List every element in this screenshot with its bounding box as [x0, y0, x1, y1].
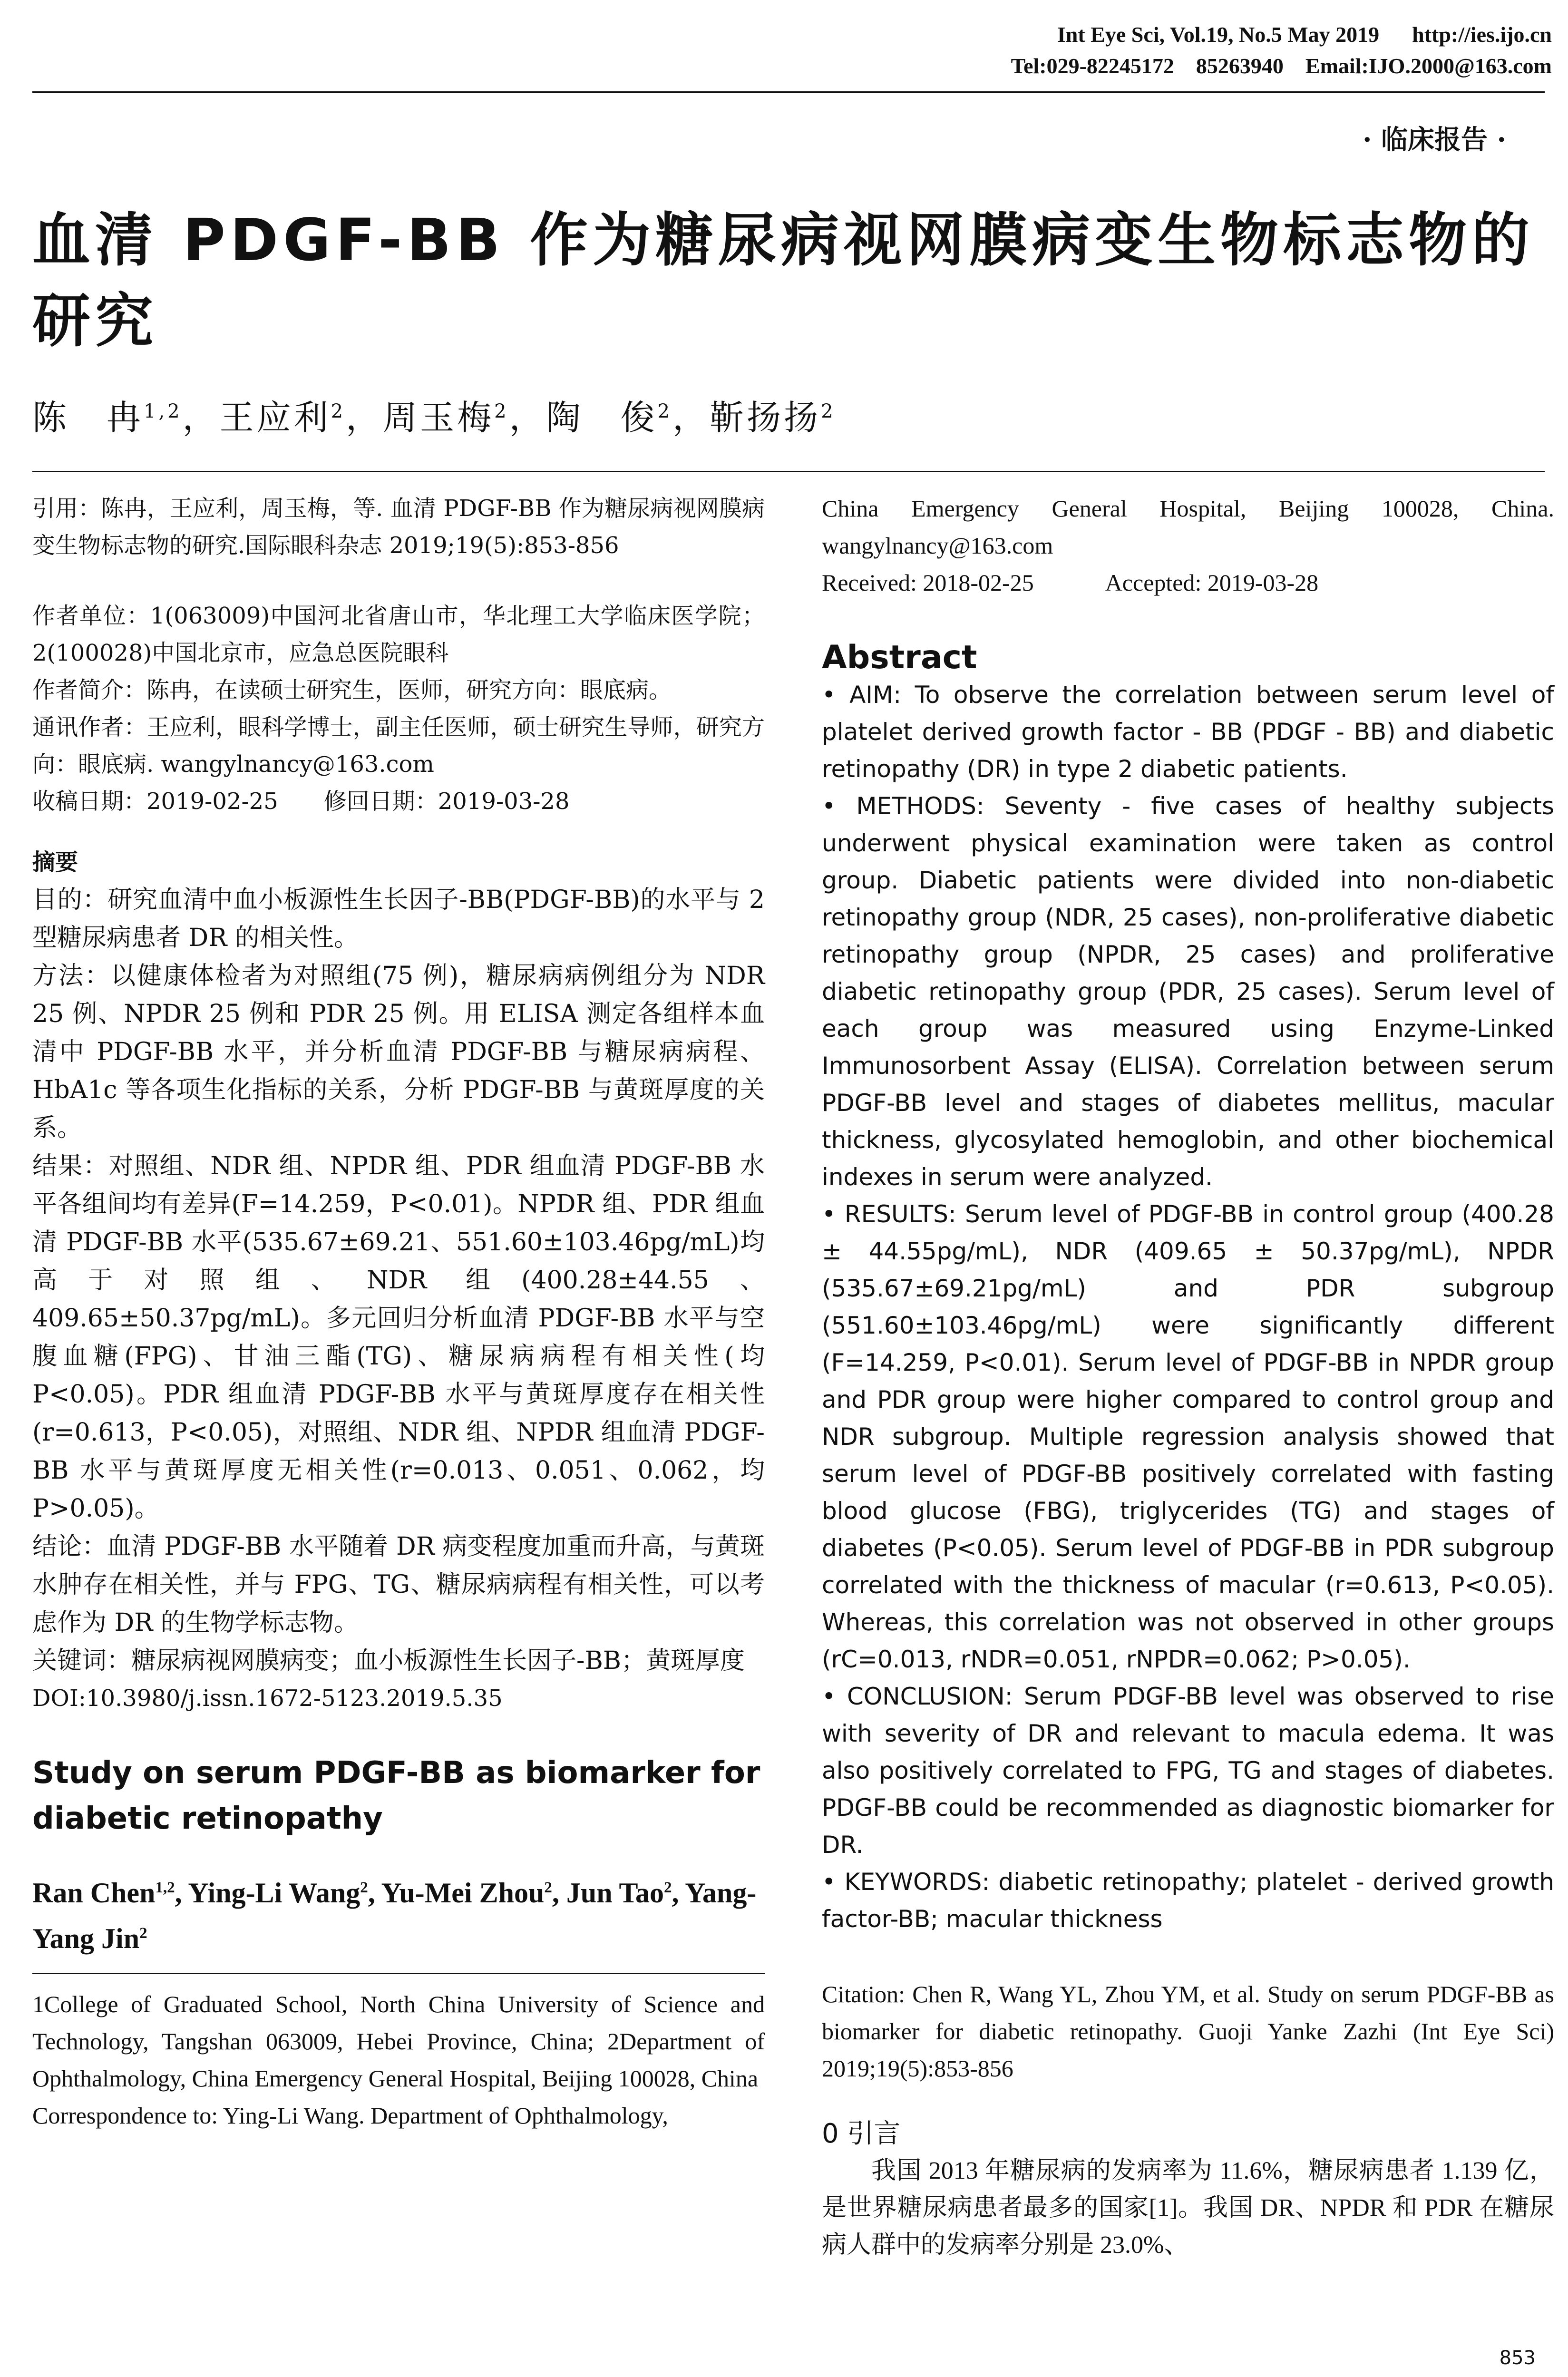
- abstract-aim-cn: 目的：研究血清中血小板源性生长因子-BB(PDGF-BB)的水平与 2 型糖尿病患者 DR 的相关性。: [32, 886, 765, 952]
- english-authors-rule: [32, 1961, 765, 1974]
- journal-header-line1: Int Eye Sci, Vol.19, No.5 May 2019 http://ies.ijo.cn: [1057, 22, 1552, 47]
- intro-text: 我国 2013 年糖尿病的发病率为 11.6%，糖尿病患者 1.139 亿，是世界糖尿病患者最多的国家[1]。我国 DR、NPDR 和 PDR 在糖尿病人群中的发病率分别是 23.0%、: [822, 2157, 1554, 2259]
- doi: DOI:10.3980/j.issn.1672-5123.2019.5.35: [32, 1685, 503, 1712]
- abstract-conclusion-en: • CONCLUSION: Serum PDGF-BB level was observed to rise with severity of DR and relevant to macula edema. It was also positively correlated to FPG, TG and stages of diabetes. PDGF-BB could be recommended as diagnostic biomarker for DR.: [822, 1683, 1554, 1859]
- abstract-heading-en: Abstract: [822, 639, 977, 676]
- correspondence-continued: China Emergency General Hospital, Beijing 100028, China. wangylnancy@163.com: [822, 495, 1554, 559]
- dates-cn: 收稿日期：2019-02-25 修回日期：2019-03-28: [32, 788, 570, 815]
- abstract-keywords-en: • KEYWORDS: diabetic retinopathy; platelet - derived growth factor-BB; macular thickness: [822, 1868, 1554, 1933]
- english-authors: Ran Chen$^{1,2}$, Ying-Li Wang$^2$, Yu-Mei Zhou$^2$, Jun Tao$^2$, Yang-Yang Jin$^2$: [32, 1877, 757, 1954]
- abstract-results-en: • RESULTS: Serum level of PDGF-BB in control group (400.28 ± 44.55pg/mL), NDR (409.65 ± 50.37pg/mL), NPDR (535.67±69.21pg/mL) and PDR subgroup (551.60±103.46pg/mL) were significantly different (F=14.259, P<0.01). Serum level of PDGF-BB in NPDR group and PDR group were higher compared to control group and NDR subgroup. Multiple regression analysis showed that serum level of PDGF-BB positively correlated with fasting blood glucose (FBG), triglycerides (TG) and stages of diabetes (P<0.05). Serum level of PDGF-BB in PDR subgroup correlated with the thickness of macular (r=0.613, P<0.05). Whereas, this correlation was not observed in other groups (rC=0.013, rNDR=0.051, rNPDR=0.062; P>0.05).: [822, 1200, 1554, 1673]
- journal-header-line2: Tel:029-82245172 85263940 Email:IJO.2000@163.com: [1011, 54, 1552, 78]
- english-title: Study on serum PDGF-BB as biomarker for diabetic retinopathy: [32, 1755, 760, 1836]
- abstract-results-cn: 结果：对照组、NDR 组、NPDR 组、PDR 组血清 PDGF-BB 水平各组间均有差异(F=14.259，P<0.01)。NPDR 组、PDR 组血清 PDGF-BB 水平(535.67±69.21、551.60±103.46pg/mL)均高于对照组、NDR 组(400.28±44.55、409.65±50.37pg/mL)。多元回归分析血清 PDGF-BB 水平与空腹血糖(FPG)、甘油三酯(TG)、糖尿病病程有相关性(均 P<0.05)。PDR 组血清 PDGF-BB 水平与黄斑厚度存在相关性(r=0.613，P<0.05)，对照组、NDR 组、NPDR 组血清 PDGF-BB 水平与黄斑厚度无相关性(r=0.013、0.051、0.062，均 P>0.05)。: [32, 1152, 765, 1523]
- authors-cn: 陈 冉$^{1,2}$，王应利$^2$，周玉梅$^2$，陶 俊$^2$，靳扬扬$^2$: [32, 398, 836, 438]
- received-accepted: Received: 2018-02-25 Accepted: 2019-03-28: [822, 569, 1319, 596]
- citation-cn: 引用：陈冉，王应利，周玉梅，等. 血清 PDGF-BB 作为糖尿病视网膜病变生物标志物的研究.国际眼科杂志 2019;19(5):853-856: [32, 495, 765, 559]
- abstract-conclusion-cn: 结论：血清 PDGF-BB 水平随着 DR 病变程度加重而升高，与黄斑水肿存在相关性，并与 FPG、TG、糖尿病病程有相关性，可以考虑作为 DR 的生物学标志物。: [32, 1532, 765, 1637]
- corresponding-author-cn: 通讯作者：王应利，眼科学博士，副主任医师，硕士研究生导师，研究方向：眼底病. wangylnancy@163.com: [32, 714, 765, 778]
- page-number: 853: [1499, 2347, 1536, 2369]
- header-rule: [32, 91, 1545, 93]
- author-affiliation-cn: 作者单位：1(063009)中国河北省唐山市，华北理工大学临床医学院；2(100028)中国北京市，应急总医院眼科: [32, 603, 765, 666]
- article-title: 血清 PDGF-BB 作为糖尿病视网膜病变生物标志物的研究: [32, 206, 1534, 355]
- abstract-heading-cn: 摘要: [32, 849, 78, 876]
- abstract-aim-en: • AIM: To observe the correlation between serum level of platelet derived growth factor - BB (PDGF - BB) and diabetic retinopathy (DR) in type 2 diabetic patients.: [822, 681, 1554, 783]
- abstract-methods-cn: 方法：以健康体检者为对照组(75 例)，糖尿病病例组分为 NDR 25 例、NPDR 25 例和 PDR 25 例。用 ELISA 测定各组样本血清中 PDGF-BB 水平，并分析血清 PDGF-BB 与糖尿病病程、HbA1c 等各项生化指标的关系，分析 PDGF-BB 与黄斑厚度的关系。: [32, 962, 765, 1142]
- journal-header: [1011, 19, 1552, 82]
- authors-rule: [32, 471, 1545, 472]
- section-label: · 临床报告 ·: [1363, 124, 1506, 156]
- author-bio-cn: 作者简介：陈冉，在读硕士研究生，医师，研究方向：眼底病。: [32, 677, 672, 703]
- citation-en: Citation: Chen R, Wang YL, Zhou YM, et al. Study on serum PDGF-BB as biomarker for diabetic retinopathy. Guoji Yanke Zazhi (Int Eye Sci) 2019;19(5):853-856: [822, 1981, 1554, 2082]
- english-affiliation: 1College of Graduated School, North China University of Science and Technology, Tangshan 063009, Hebei Province, China; 2Department of Ophthalmology, China Emergency General Hospital, Beijing 100028, China: [32, 1991, 765, 2092]
- left-column: [32, 490, 765, 2134]
- abstract-methods-en: • METHODS: Seventy - five cases of healthy subjects underwent physical examination were taken as control group. Diabetic patients were divided into non-diabetic retinopathy group (NDR, 25 cases), non-proliferative diabetic retinopathy group (NPDR, 25 cases) and proliferative diabetic retinopathy group (PDR, 25 cases). Serum level of each group was measured using Enzyme-Linked Immunosorbent Assay (ELISA). Correlation between serum PDGF-BB level and stages of diabetes mellitus, macular thickness, glycosylated hemoglobin, and other biochemical indexes in serum were analyzed.: [822, 792, 1554, 1191]
- english-correspondence: Correspondence to: Ying-Li Wang. Department of Ophthalmology,: [32, 2102, 668, 2129]
- intro-heading: 0 引言: [822, 2118, 901, 2149]
- keywords-cn: 关键词：糖尿病视网膜病变；血小板源性生长因子-BB；黄斑厚度: [32, 1646, 745, 1675]
- right-column: [822, 490, 1554, 2264]
